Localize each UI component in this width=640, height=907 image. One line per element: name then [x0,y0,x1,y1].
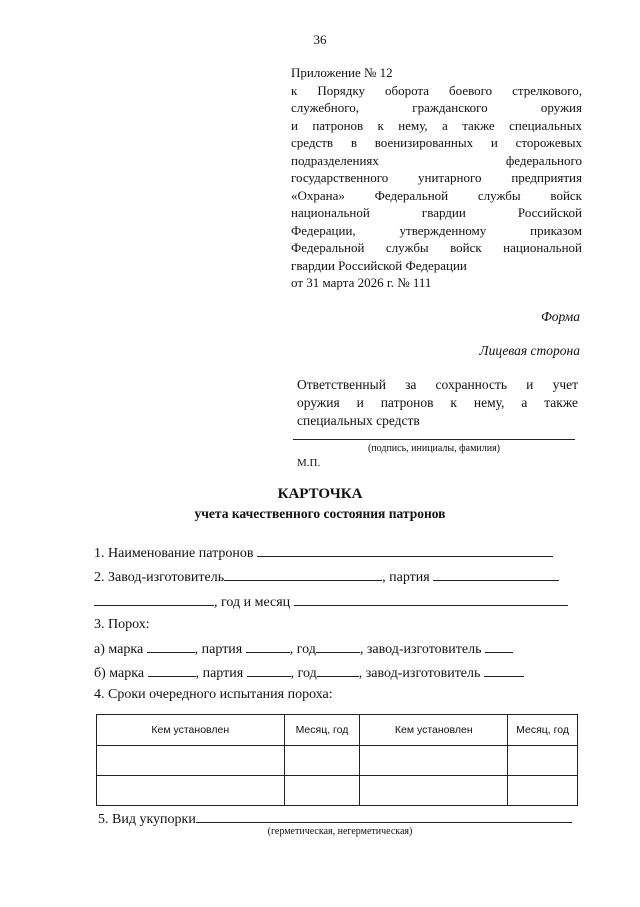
responsible-line: специальных средств [297,413,420,428]
table-header: Кем установлен [360,715,508,746]
field-ammo-name [94,544,553,562]
responsible-line: Ответственный за сохранность и учет [297,377,578,392]
appendix-title: Приложение № 12 [291,65,393,80]
brand-label: б) марка [94,666,145,681]
card-subtitle: учета качественного состояния патронов [194,506,446,521]
party-a-blank[interactable] [246,640,290,653]
table-cell[interactable] [284,746,360,776]
table-row [97,746,578,776]
signature-caption: (подпись, инициалы, фамилия) [367,443,501,454]
packaging-caption: (герметическая, негерметическая) [267,826,413,837]
party-blank[interactable] [433,568,559,581]
year-b-blank[interactable] [317,664,359,677]
responsible-line: оружия и патронов к нему, а также [297,395,578,410]
field-test-dates: 4. Сроки очередного испытания пороха: [94,687,333,702]
field-manufacturer [94,568,559,586]
year-label: , год [289,642,316,657]
page-number: 36 [313,32,327,47]
appendix-line: национальной гвардии Российской [291,205,582,220]
year-label: , год [290,666,317,681]
appendix-line: к Порядку оборота боевого стрелкового, [291,82,582,98]
appendix-line: средств в военизированных и сторожевых [291,135,582,150]
table-header-row [97,715,578,746]
table-cell[interactable] [284,776,360,806]
field-powder: 3. Порох: [94,617,150,632]
appendix-line: служебного, гражданского оружия [291,100,582,115]
table-cell[interactable] [97,746,285,776]
field-ammo-name-label: 1. Наименование патронов [94,546,254,561]
year-a-blank[interactable] [316,640,360,653]
party-label: , партия [195,666,244,681]
maker-label: , завод-изготовитель [359,642,482,657]
appendix-line: Федеральной службы войск национальной [291,240,582,255]
table-cell[interactable] [508,746,578,776]
packaging-blank[interactable] [196,810,572,823]
party-continued-blank[interactable] [94,593,214,606]
maker-label: , завод-изготовитель [358,666,481,681]
table-cell[interactable] [360,746,508,776]
appendix-line: Федерации, утвержденному приказом [291,222,582,238]
manufacturer-blank[interactable] [224,568,382,581]
signature-line[interactable] [293,439,575,440]
appendix-block [291,64,582,292]
field-packaging-label: 5. Вид укупорки [98,812,196,827]
appendix-line: государственного унитарного предприятия [291,170,582,185]
table-row [97,776,578,806]
brand-b-blank[interactable] [148,664,196,677]
appendix-line: и патронов к нему, а также специальных [291,117,582,133]
party-b-blank[interactable] [247,664,291,677]
year-month-label: , год и месяц [214,595,291,610]
table-cell[interactable] [97,776,285,806]
table-cell[interactable] [508,776,578,806]
table-header: Месяц, год [284,715,360,746]
party-label: , партия [194,642,243,657]
field-year-month [94,593,568,611]
side-label: Лицевая сторона [479,343,580,358]
responsible-block [297,376,578,430]
card-title: КАРТОЧКА [277,486,363,502]
maker-b-blank[interactable] [484,664,524,677]
field-manufacturer-label: 2. Завод-изготовитель [94,570,225,585]
brand-label: а) марка [94,642,144,657]
table-cell[interactable] [360,776,508,806]
appendix-date: от 31 марта 2026 г. № 111 [291,275,432,290]
appendix-line: подразделениях федерального [291,152,582,168]
ammo-name-blank[interactable] [257,544,553,557]
seal-label: М.П. [297,457,321,469]
maker-a-blank[interactable] [485,640,513,653]
test-dates-table [96,714,578,806]
year-month-blank[interactable] [294,593,568,606]
table-header: Месяц, год [508,715,578,746]
appendix-line: гвардии Российской Федерации [291,257,467,273]
table-header: Кем установлен [97,715,285,746]
field-powder-b [94,664,524,682]
form-label: Форма [540,309,580,324]
brand-a-blank[interactable] [147,640,195,653]
party-label: , партия [382,570,430,585]
field-powder-a [94,640,513,658]
appendix-line: «Охрана» Федеральной службы войск [291,187,582,203]
